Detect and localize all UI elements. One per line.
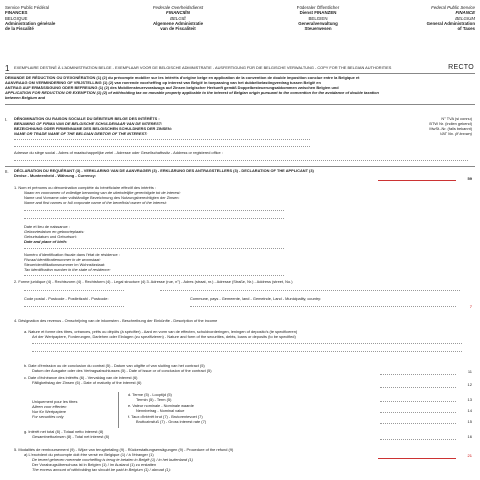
- vat-label: N° TVA (si connu): [441, 116, 472, 121]
- item1-line: Name und Vorname oder vollständige Bezeichnung des Nutzungsberechtigten der Zinsen:: [24, 195, 180, 200]
- header-de-line: BELGIEN: [308, 15, 328, 21]
- securities-only-label: Uniquement pour les titres: [32, 399, 78, 404]
- header-de: [263, 5, 373, 31]
- securities-field-2[interactable]: [32, 351, 462, 352]
- refund-field[interactable]: [378, 458, 456, 459]
- item4b-line: b. Date d'émission ou de conclusion du contrat (5) - Datum van uitgifte of van sluiting van het contract (5): [24, 363, 205, 368]
- item1-line: 1. Nom et prénoms ou dénomination complète du bénéficiaire effectif des intérêts :: [14, 185, 157, 190]
- currency-field[interactable]: [378, 180, 456, 181]
- section-i-line: BEZEICHNUNG ODER FIRMENNAME DES BELGISCHEN SCHULDNERS DER ZINSEN:: [14, 126, 173, 131]
- debtor-name-field[interactable]: [14, 139, 310, 140]
- interest-rate-field[interactable]: [380, 423, 456, 424]
- title-line: AANVRAAG OM VERMINDERING OF VRIJSTELLING (1) (2) van roerende voorheffing op interest van België in toepassing van het dubbelbelastingverdrag tussen België en: [5, 80, 321, 85]
- header-nl-line: FINANCIËN: [166, 10, 190, 16]
- item-d-line: Termin (5) - Term (5): [136, 397, 172, 402]
- tin-line: Numéro d'identification fiscale dans l'état de résidence :: [24, 252, 120, 257]
- legal-structure-field[interactable]: [24, 290, 124, 291]
- header-nl-line: van de Fiscaliteit: [160, 26, 196, 32]
- postal-label: Code postal - Postcode - Postleitzahl - Postcode:: [24, 296, 109, 301]
- title-line: APPLICATION FOR REDUCTION OR EXEMPTION (1) (2) of withholding tax on movable property applicable to the interest of Belgian origin pursuant to the convention for the avoidance of double taxation: [5, 90, 379, 95]
- item1-line: Naam en voornamen of volledige benaming van de uiteindelijke gerechtigde tot de interest:: [24, 190, 181, 195]
- header-nl: [123, 5, 233, 31]
- currency-label: Devise - Munteenheid - Währung - Currency:: [14, 173, 97, 178]
- brace-divider: [118, 392, 119, 428]
- tin-line: Steueridentifikationsnummer im Wohnsitzstaat:: [24, 262, 106, 267]
- birth-field[interactable]: [24, 248, 284, 249]
- header-fr-line: BELGIQUE: [5, 15, 28, 21]
- header-fr-line: de la Fiscalité: [5, 26, 34, 32]
- box-7: 7: [469, 304, 472, 309]
- debtor-address-field[interactable]: [14, 160, 468, 161]
- debtor-name-field-2[interactable]: [14, 146, 310, 147]
- item4c-line: c. Date d'échéance des intérêts (6) - Vervaldag van de interest (6): [24, 375, 138, 380]
- item4a-line: a. Nature et forme des titres, créances, prêts ou dépôts (à spécifier) - Aard en vorm van de effecten, schuldvorderingen, leningen of deposito's (te specificeren): [24, 329, 298, 334]
- beneficiary-name-field[interactable]: [24, 210, 284, 211]
- header-de-line: Föderaler Öffentlicher: [296, 5, 340, 10]
- maturity-date-field[interactable]: [380, 387, 456, 388]
- securities-only-label: Nur für Wertpapiere: [32, 409, 67, 414]
- box-15: 15: [467, 419, 472, 424]
- address-label: Adresse du siège social - Adres of maatschappelijke zetel - Adresse oder Gesellschaftssitz - Address or registered office :: [14, 150, 223, 155]
- item-e-line: Nennbetrag - Nominal value: [136, 408, 185, 413]
- header-fr-line: Service Public Fédéral: [5, 5, 49, 10]
- nominal-value-field[interactable]: [380, 412, 456, 413]
- item5-line: 5. Modalités de remboursement (9) - Wijze van terugbetaling (9) - Rückerstattungserwägungen (9) - Procedure of the refund (9): [14, 447, 234, 452]
- birth-line: Date et lieu de naissance :: [24, 224, 70, 229]
- header-fr-line: Administration générale: [5, 20, 56, 26]
- exemplar-line: EXEMPLAIRE DESTINÉ À L'ADMINISTRATION BELGE - EXEMPLAAR VOOR DE BELGISCHE ADMINISTRATIE - AUSFERTIGUNG FÜR DIE BELGISCHE VERWALTUNG - COPY FOR THE BELGIAN AUTHORITIES: [14, 65, 392, 70]
- item5a-line: Der Vorabzugsüberschuss ist in Belgien (1) / im Ausland (1) zu erstatten: [32, 462, 157, 467]
- tin-line: Tax identification number in the state of residence:: [24, 267, 111, 272]
- birth-line: Geboortedatum en geboorteplaats:: [24, 229, 85, 234]
- header-en-line: General Administration: [426, 20, 475, 26]
- section-i-line: DÉNOMINATION OU RAISON SOCIALE DU DÉBITEUR BELGE DES INTÉRÊTS :: [14, 116, 160, 121]
- section-i-line: BENAMING OF FIRMA VAN DE BELGISCHE SCHULDENAAR VAN DE INTEREST:: [14, 121, 163, 126]
- item-d-line: d. Terme (5) - Looptijd (5): [128, 392, 172, 397]
- section-ii-title: DÉCLARATION DU REQUÉRANT (3) - VERKLARING VAN DE AANVRAGER (3) - ERKLÄRUNG DES ANTRAGSTELLERS (3) - DECLARATION OF THE APPLICANT (3): [14, 168, 314, 173]
- vat-label: BTW Nr. (indien gekend): [429, 121, 472, 126]
- address-field[interactable]: [160, 290, 460, 291]
- header-en-line: BELGIUM: [455, 15, 475, 21]
- tin-line: Fiscaal identificatienummer in de woonstaat:: [24, 257, 101, 262]
- item5a-line: The excess amount of withholding tax should be paid in Belgium (1) / abroad (1):: [32, 467, 171, 472]
- birth-line: Geburtsdatum und Geburtsort:: [24, 234, 77, 239]
- beneficiary-name-field-2[interactable]: [24, 218, 284, 219]
- item5a-line: a) L'excédent du précompte doit être versé en Belgique (1) / à l'étranger (1): [24, 452, 154, 457]
- header-nl-line: Federale Overheidsdienst: [152, 5, 204, 10]
- vat-label: MwSt.-Nr. (falls bekannt): [429, 126, 472, 131]
- item2-line: 2. Forme juridique (4) - Rechtsvorm (4) - Rechtsform (4) - Legal structure (4) 3. Adresse (rue, n°) - Adres (straat, nr.) - Adresse (Straße, Nr.) - Address (street, No.): [14, 279, 293, 284]
- securities-field[interactable]: [32, 343, 462, 344]
- page-number: 1: [5, 64, 10, 73]
- item4-line: 4. Désignation des revenus - Omschrijving van de inkomsten - Beschreibung der Einkünfte - Description of the income: [14, 318, 218, 323]
- header-fr: [5, 5, 55, 31]
- item4b-line: Datum der Ausgabe oder des Vertragsabschlusses (5) - Date of issue or of conclusion of the contract (5): [32, 368, 212, 373]
- box-16: 16: [467, 434, 472, 439]
- box-11: 11: [467, 369, 472, 374]
- net-interest-field[interactable]: [380, 439, 456, 440]
- box-13: 13: [467, 397, 472, 402]
- header-de-line: Generalverwaltung: [298, 20, 338, 26]
- item4a-line: Art der Wertpapiere, Forderungen, Darlehen oder Einlagen (zu spezifizieren) - Nature and form of the securities, debts, loans or deposits (to be specified): [32, 334, 296, 339]
- item-e-line: e. Valeur nominale - Nominale waarde: [128, 403, 194, 408]
- title-line: between Belgium and: [5, 95, 45, 100]
- header-fr-line: FINANCES: [5, 10, 28, 16]
- section-i-line: NAME OR TRADE NAME OF THE BELGIAN DEBTOR OF THE INTEREST:: [14, 131, 148, 136]
- header-nl-line: Algemene Administratie: [152, 20, 204, 26]
- title-line: ANTRAG AUF ERMÄSSIGUNG ODER BEFREIUNG (1) (2) des Mobiliensteuervorabzugs auf Zinsen belgischer Herkunft gemäß Doppelbesteuerungsabkommen zwischen Belgien und: [5, 85, 339, 90]
- box-21: 21: [467, 453, 472, 458]
- securities-only-label: For securities only: [32, 414, 64, 419]
- header-en: [427, 5, 475, 31]
- commune-label: Commune, pays - Gemeente, land - Gemeinde, Land - Municipality, country:: [190, 296, 322, 301]
- box-14: 14: [467, 408, 472, 413]
- term-field[interactable]: [380, 401, 456, 402]
- item1-line: Name and first names or full corporate name of the beneficial owner of the interest:: [24, 200, 167, 205]
- section-i-label: I.: [5, 117, 8, 122]
- box-59: 59: [467, 176, 472, 181]
- box-12: 12: [467, 382, 472, 387]
- header-en-line: of Taxes: [457, 26, 475, 32]
- securities-only-label: Alleen voor effecten: [32, 404, 67, 409]
- header-de-line: Steuerwesen: [304, 26, 332, 32]
- issue-date-field[interactable]: [380, 374, 456, 375]
- header-de-line: Dienst FINANZEN: [299, 10, 337, 16]
- section-ii-label: II.: [5, 169, 9, 174]
- header-en-line: FINANCE: [455, 10, 475, 16]
- birth-line: Date and place of birth:: [24, 239, 68, 244]
- header-en-line: Federal Public Service: [431, 5, 475, 10]
- item5a-line: De teveel geheven roerende voorheffing is terug te betalen in België (1) / in het buitenland (1): [32, 457, 193, 462]
- postal-field[interactable]: [24, 306, 124, 307]
- commune-field[interactable]: [190, 306, 456, 307]
- item4g-line: g. Intérêt net total (8) - Totaal netto interest (8): [24, 429, 104, 434]
- form-header: [5, 5, 475, 32]
- item-f-line: Bruttozinsfuß (7) - Gross interest rate (7): [136, 419, 207, 424]
- title-line: DEMANDE DE RÉDUCTION OU D'EXONÉRATION (1) (2) du précompte mobilier sur les intérêts d'origine belge en application de la convention de double imposition conclue entre la Belgique et: [5, 75, 360, 80]
- item-f-line: f. Taux d'intérêt brut (7) - Brutorentevoet (7): [128, 414, 203, 419]
- item4c-line: Fälligkeitstag der Zinsen (6) - Date of maturity of the interest (6): [32, 380, 142, 385]
- header-nl-line: BELGIË: [170, 15, 186, 21]
- tin-field[interactable]: [24, 275, 284, 276]
- item4g-line: Gesamtnettozinsen (8) - Total net interest (8): [32, 434, 110, 439]
- recto-label: RECTO: [448, 64, 474, 71]
- vat-label: VAT No. (if known): [439, 131, 472, 136]
